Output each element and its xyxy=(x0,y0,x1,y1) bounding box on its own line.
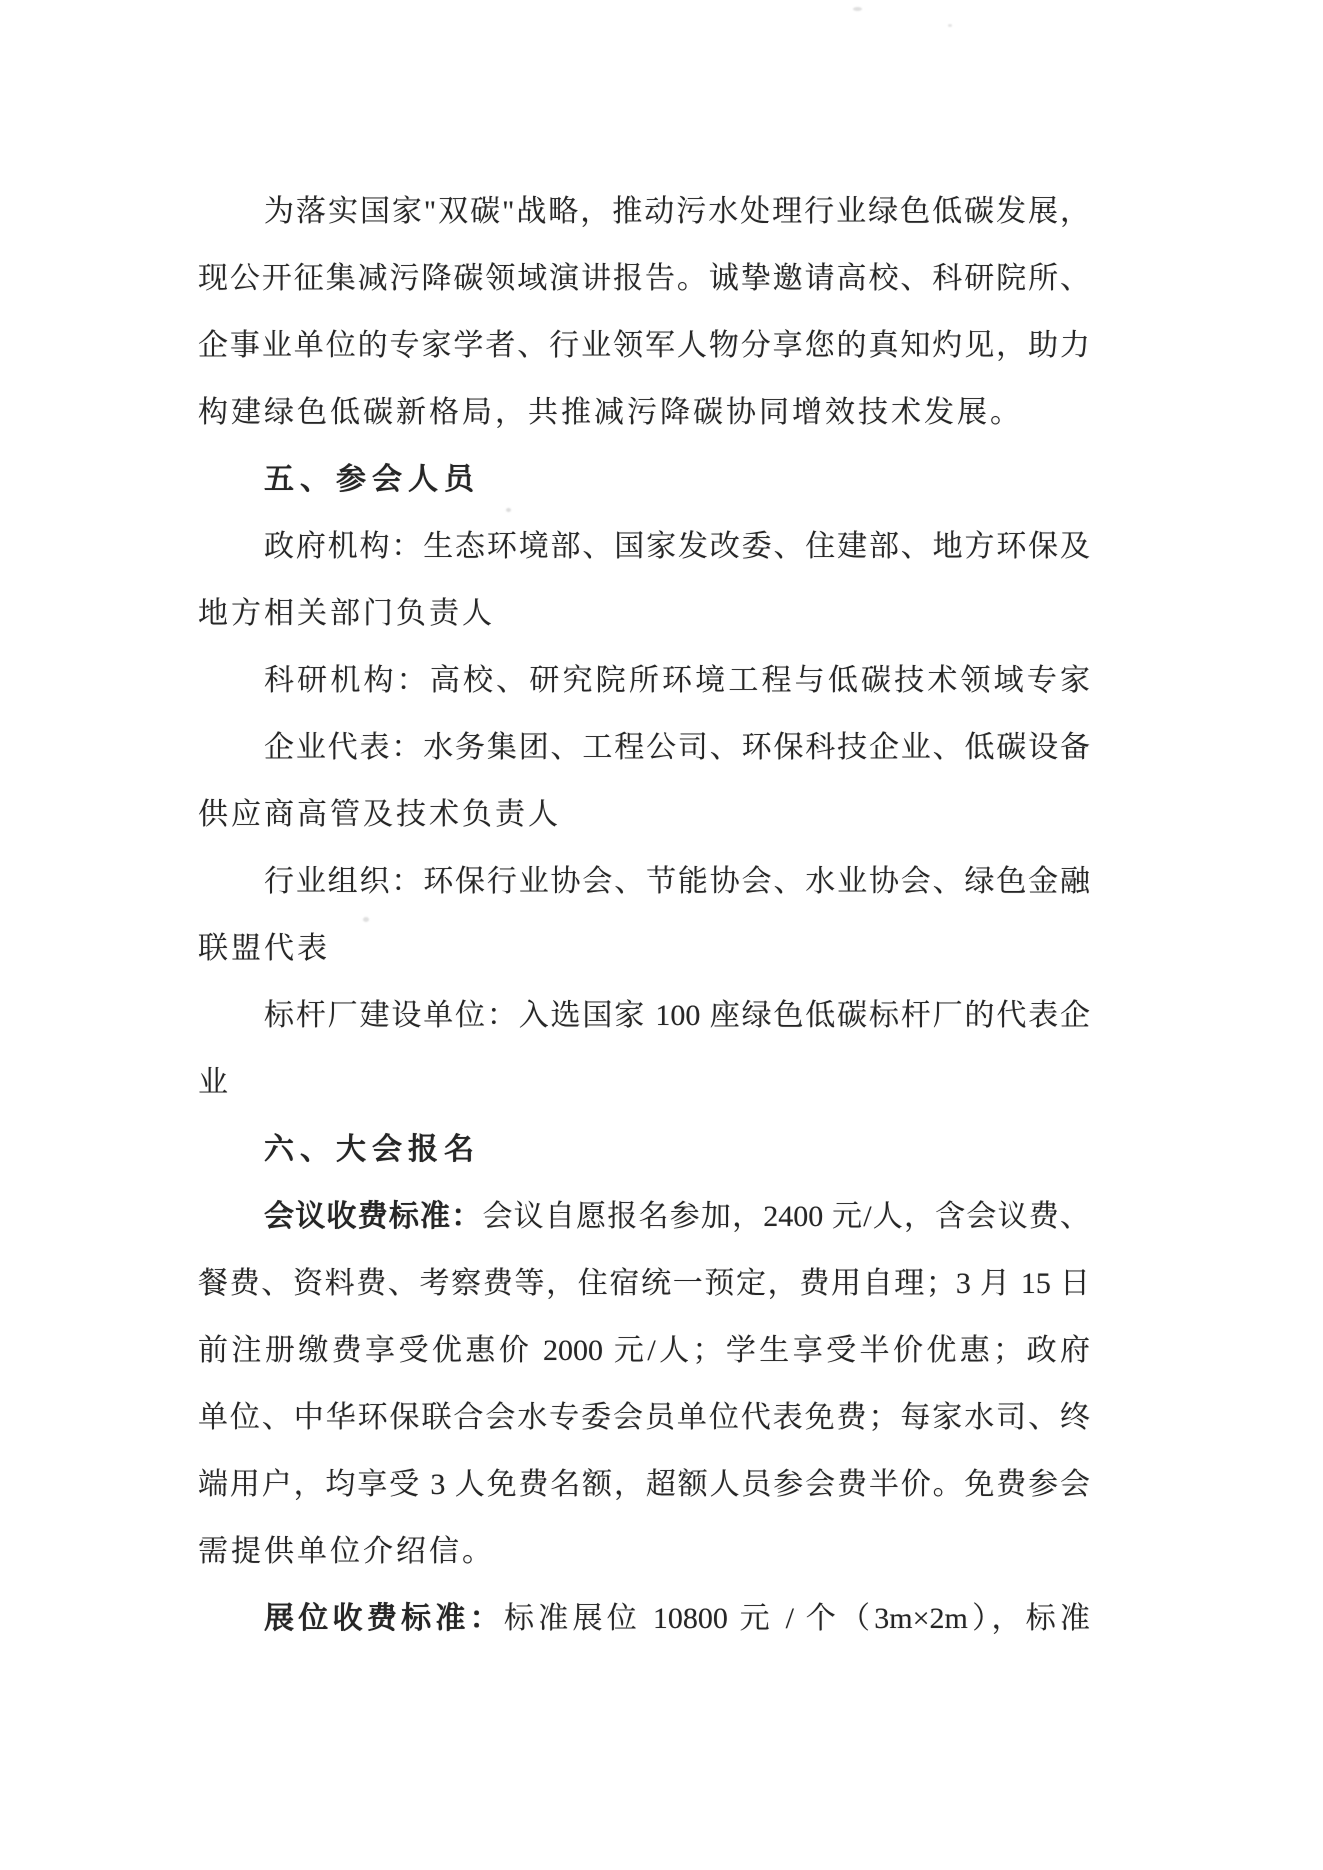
doc-line-enterprise: 企业代表：水务集团、工程公司、环保科技企业、低碳设备 xyxy=(264,731,1090,764)
doc-line: 联盟代表 xyxy=(198,932,330,965)
doc-line: 企事业单位的专家学者、行业领军人物分享您的真知灼见，助力 xyxy=(198,329,1090,362)
scan-artifact xyxy=(853,7,862,11)
doc-line: 供应商高管及技术负责人 xyxy=(198,798,561,831)
section-heading-participants: 五、参会人员 xyxy=(264,463,480,496)
doc-line-government: 政府机构：生态环境部、国家发改委、住建部、地方环保及 xyxy=(264,530,1090,563)
doc-line: 单位、中华环保联合会水专委会员单位代表免费；每家水司、终 xyxy=(198,1401,1090,1434)
doc-line: 餐费、资料费、考察费等，住宿统一预定，费用自理；3 月 15 日 xyxy=(198,1267,1090,1300)
conference-fee-label: 会议收费标准： xyxy=(264,1200,483,1233)
doc-line: 需提供单位介绍信。 xyxy=(198,1535,495,1568)
doc-line-conference-fee xyxy=(198,1183,1090,1250)
doc-line-booth-fee xyxy=(198,1585,1090,1652)
doc-line: 端用户，均享受 3 人免费名额，超额人员参会费半价。免费参会 xyxy=(198,1468,1090,1501)
doc-line: 构建绿色低碳新格局，共推减污降碳协同增效技术发展。 xyxy=(198,396,1023,429)
scan-artifact xyxy=(948,24,952,27)
doc-line: 为落实国家"双碳"战略，推动污水处理行业绿色低碳发展， xyxy=(264,195,1090,228)
conference-fee-text: 会议自愿报名参加，2400 元/人，含会议费、 xyxy=(482,1200,1090,1233)
document-body xyxy=(198,178,1090,1652)
doc-line: 业 xyxy=(198,1066,231,1099)
section-heading-registration: 六、大会报名 xyxy=(264,1133,480,1166)
doc-line-benchmark: 标杆厂建设单位：入选国家 100 座绿色低碳标杆厂的代表企 xyxy=(264,999,1090,1032)
doc-line-research: 科研机构：高校、研究院所环境工程与低碳技术领域专家 xyxy=(264,664,1090,697)
doc-line-association: 行业组织：环保行业协会、节能协会、水业协会、绿色金融 xyxy=(264,865,1090,898)
booth-fee-label: 展位收费标准： xyxy=(264,1602,504,1635)
doc-line: 现公开征集减污降碳领域演讲报告。诚挚邀请高校、科研院所、 xyxy=(198,262,1090,295)
doc-line: 地方相关部门负责人 xyxy=(198,597,495,630)
booth-fee-text: 标准展位 10800 元 / 个（3m×2m），标准 xyxy=(503,1602,1090,1635)
doc-line: 前注册缴费享受优惠价 2000 元/人；学生享受半价优惠；政府 xyxy=(198,1334,1090,1367)
